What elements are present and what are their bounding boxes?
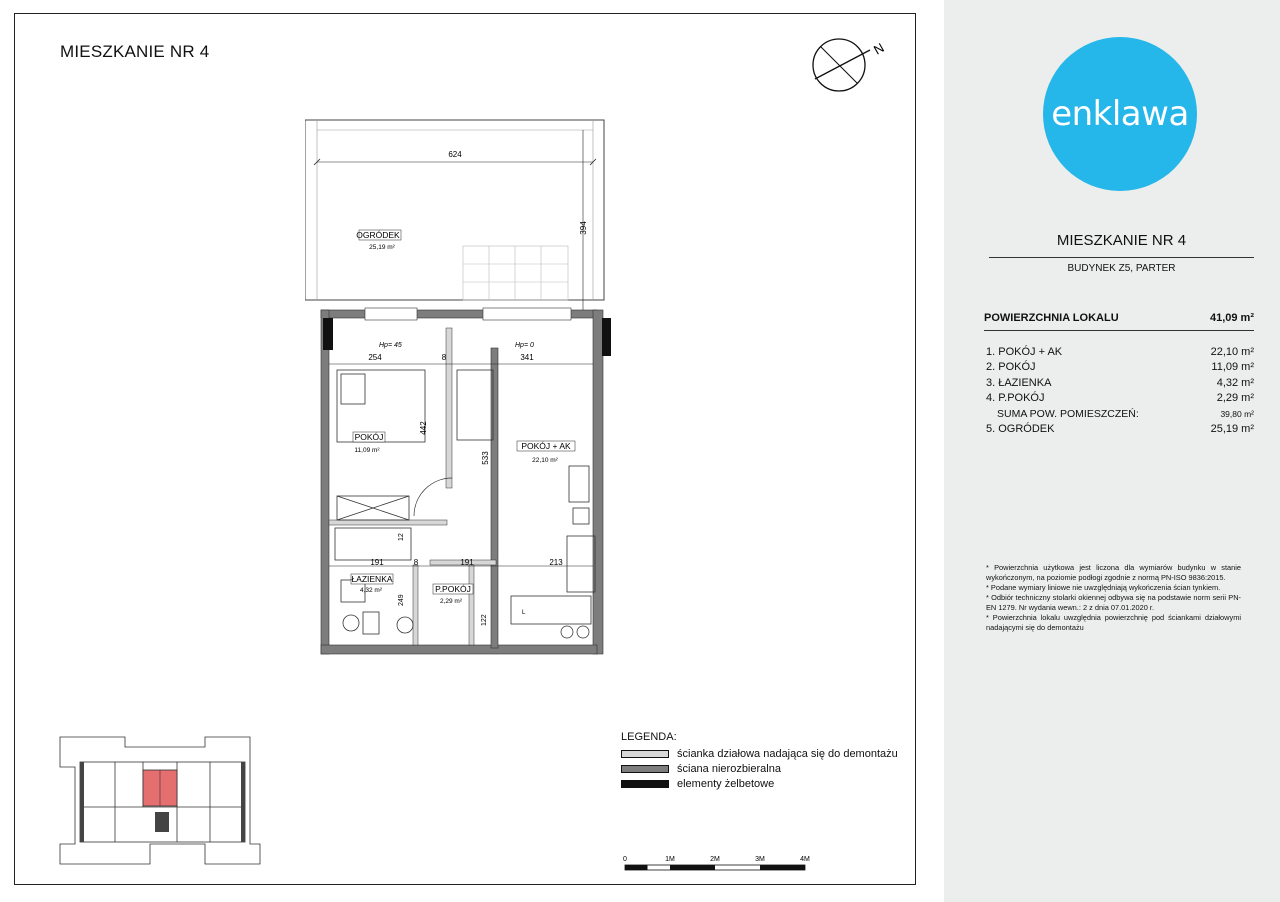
apartment-floor-plan	[305, 118, 615, 658]
furniture	[335, 370, 595, 638]
dimension-label: 191	[460, 558, 474, 567]
legend	[621, 731, 898, 791]
enklawa-logo	[1043, 37, 1197, 191]
hp-label: Hp= 45	[379, 342, 402, 349]
room-row	[986, 375, 1254, 391]
scale-label: 4M	[800, 856, 810, 863]
logo-text: enklawa	[1051, 94, 1189, 134]
room-area-pokoj-ak: 22,10 m²	[532, 457, 558, 464]
footnote: * Powierzchnia użytkowa jest liczona dla wymiarów budynku w stanie wykończonym, na poziomie podłogi zgodnie z normą PN-ISO 9836:2015.	[986, 563, 1241, 582]
room-area-ogrodek: 25,19 m²	[369, 244, 395, 251]
room-label: 5. OGRÓDEK	[986, 423, 1055, 436]
garden-boundary	[305, 120, 604, 300]
room-area: 11,09 m²	[1211, 361, 1254, 374]
total-area-value: 41,09 m²	[1209, 312, 1254, 324]
dimension-label: 8	[413, 558, 419, 567]
room-area: 25,19 m²	[1210, 423, 1254, 436]
legend-swatch	[621, 780, 669, 788]
room-row	[986, 391, 1254, 407]
room-sum-row	[986, 406, 1254, 422]
room-name-pokoj: POKÓJ	[354, 432, 384, 442]
dimension-label: 533	[481, 451, 490, 465]
dimension-label: 341	[520, 353, 534, 362]
dimension-label: 394	[579, 221, 588, 235]
room-area: 22,10 m²	[1210, 345, 1254, 358]
dimension-label: 8	[441, 353, 447, 362]
dimension-label: 624	[448, 150, 462, 159]
legend-item	[621, 761, 898, 776]
dimension-label: 191	[370, 558, 384, 567]
apartment-subtitle: BUDYNEK Z5, PARTER	[1067, 263, 1176, 274]
scale-bar	[615, 852, 825, 876]
legend-swatch	[621, 750, 669, 758]
total-area-row	[984, 312, 1254, 324]
room-name-pokoj-ak: POKÓJ + AK	[521, 441, 571, 451]
hp-label: Hp= 0	[515, 342, 534, 349]
concrete-elements	[323, 318, 611, 356]
kitchen-label: L	[522, 610, 526, 616]
dimension-label: 442	[419, 421, 428, 435]
room-label: SUMA POW. POMIESZCZEŃ:	[997, 407, 1139, 420]
room-name-ppokoj: P.POKÓJ	[435, 584, 471, 594]
scale-label: 0	[623, 856, 627, 863]
room-row	[986, 422, 1254, 438]
compass-north-label: N	[871, 39, 887, 58]
dimension-lines	[329, 364, 593, 566]
dimension-label: 249	[398, 594, 405, 606]
scale-label: 3M	[755, 856, 765, 863]
partition-walls	[329, 328, 496, 645]
legend-swatch	[621, 765, 669, 773]
dimension-label: 213	[549, 558, 563, 567]
room-area-list	[986, 344, 1254, 437]
room-area: 39,80 m²	[1220, 408, 1254, 419]
sheet-title: MIESZKANIE NR 4	[60, 42, 210, 61]
room-name-ogrodek: OGRÓDEK	[356, 230, 400, 240]
room-row	[986, 344, 1254, 360]
room-label: 1. POKÓJ + AK	[986, 345, 1063, 358]
building-key-plan	[55, 732, 265, 877]
floor-plan-sheet	[14, 13, 916, 885]
room-name-lazienka: ŁAZIENKA	[351, 574, 393, 584]
room-row	[986, 360, 1254, 376]
summary-panel	[944, 0, 1280, 902]
legend-label: elementy żelbetowe	[677, 777, 775, 790]
room-area-ppokoj: 2,29 m²	[439, 598, 463, 605]
divider	[989, 257, 1254, 258]
legend-title: LEGENDA:	[621, 731, 677, 743]
footnotes	[986, 563, 1241, 633]
terrace-tiles	[463, 246, 568, 300]
footnote: * Podane wymiary liniowe nie uwzględniają wykończenia ścian tynkiem.	[986, 583, 1221, 592]
room-label: 3. ŁAZIENKA	[986, 376, 1052, 389]
legend-item	[621, 746, 898, 761]
compass-icon	[810, 36, 900, 96]
room-label: 2. POKÓJ	[986, 361, 1036, 374]
scale-label: 2M	[710, 856, 720, 863]
room-area-lazienka: 4,32 m²	[359, 587, 383, 594]
scale-label: 1M	[665, 856, 675, 863]
legend-item	[621, 776, 898, 791]
room-area: 4,32 m²	[1216, 376, 1254, 389]
legend-label: ścianka działowa nadająca się do demontażu	[677, 747, 898, 760]
divider	[984, 330, 1254, 331]
dimension-label: 12	[398, 533, 405, 541]
room-area: 2,29 m²	[1216, 392, 1254, 405]
total-area-label: POWIERZCHNIA LOKALU	[984, 312, 1119, 324]
dimension-label: 254	[368, 353, 382, 362]
room-area-pokoj: 11,09 m²	[354, 447, 380, 454]
apartment-title: MIESZKANIE NR 4	[1056, 232, 1187, 249]
room-label: 4. P.POKÓJ	[986, 392, 1045, 405]
legend-label: ściana nierozbieralna	[677, 762, 781, 775]
footnote: * Odbiór techniczny stolarki okiennej odbywa się na podstawie norm serii PN-EN 1279. Nr wydania wewn.: 2 z dnia 07.01.2020 r.	[986, 593, 1241, 612]
dimension-label: 122	[481, 614, 488, 626]
footnote: * Powierzchnia lokalu uwzględnia powierzchnię pod ściankami działowymi nadającymi się do demontażu	[986, 613, 1241, 632]
